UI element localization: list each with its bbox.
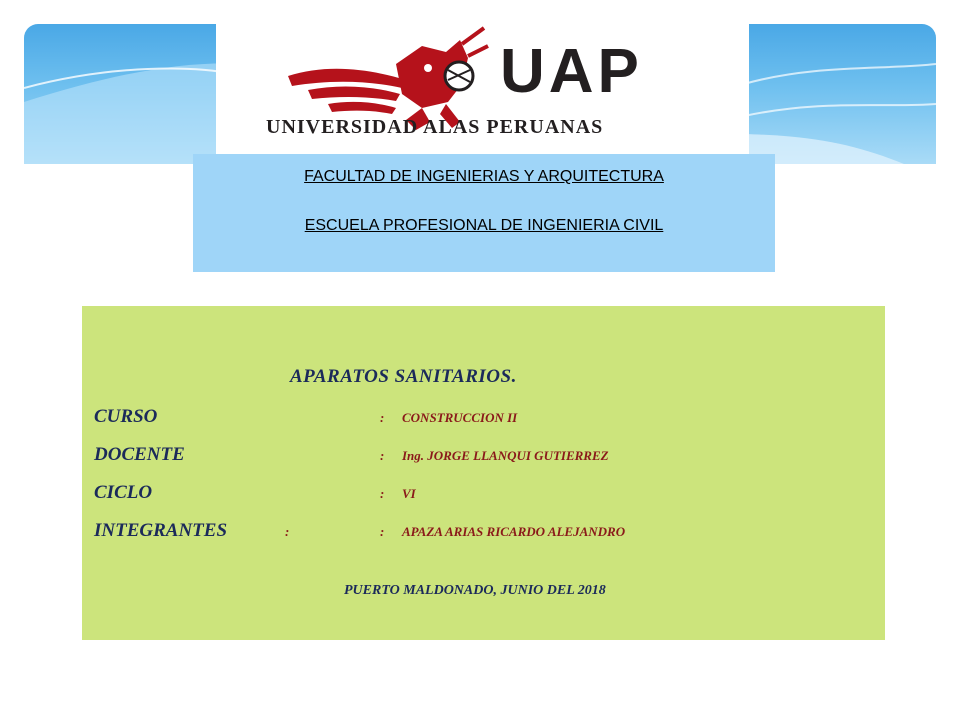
faculty-box	[193, 154, 775, 272]
label-integrantes: INTEGRANTES	[94, 520, 228, 541]
logo-acronym: UAP	[500, 37, 643, 106]
value-integrantes: APAZA ARIAS RICARDO ALEJANDRO	[402, 524, 626, 539]
colon-integrantes: :	[380, 524, 385, 539]
colon-curso: :	[380, 410, 385, 425]
document-title: APARATOS SANITARIOS.	[290, 366, 517, 387]
info-box	[82, 306, 885, 640]
colon-ciclo: :	[380, 486, 385, 501]
value-ciclo: VI	[402, 486, 416, 501]
label-ciclo: CICLO	[94, 482, 153, 503]
faculty-title: FACULTAD DE INGENIERIAS Y ARQUITECTURA	[304, 168, 664, 185]
value-curso: CONSTRUCCION II	[402, 410, 518, 425]
logo-university-name: UNIVERSIDAD ALAS PERUANAS	[266, 116, 604, 138]
label-docente: DOCENTE	[94, 444, 185, 465]
place-date: PUERTO MALDONADO, JUNIO DEL 2018	[344, 583, 606, 598]
value-docente: Ing. JORGE LLANQUI GUTIERREZ	[402, 448, 609, 463]
colon-integrantes-extra: :	[285, 524, 290, 539]
colon-docente: :	[380, 448, 385, 463]
school-title: ESCUELA PROFESIONAL DE INGENIERIA CIVIL	[304, 217, 664, 234]
label-curso: CURSO	[94, 406, 158, 427]
